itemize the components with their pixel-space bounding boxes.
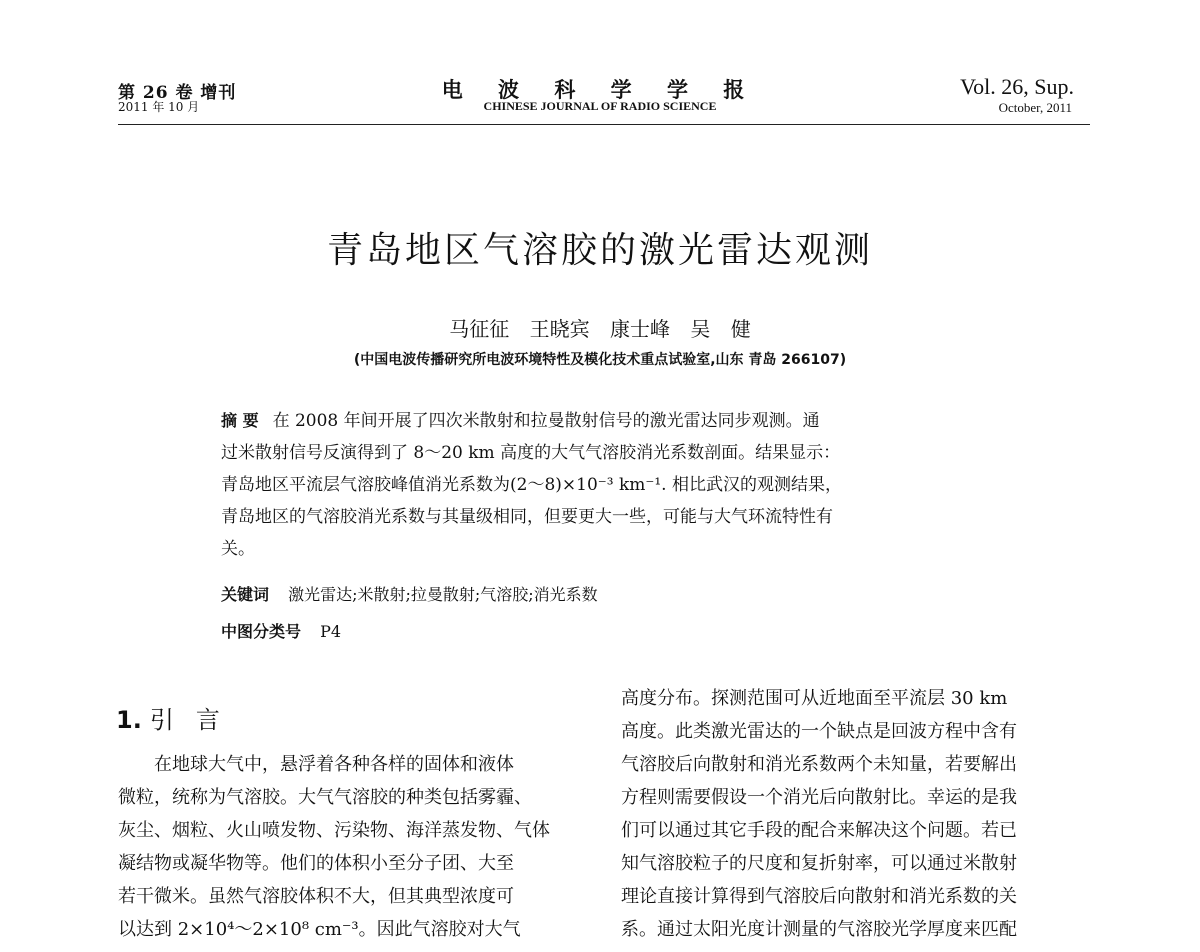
- body-left-line-4: 凝结物或凝华物等。他们的体积小至分子团、大至: [118, 853, 514, 874]
- body-right-line-2: 高度。此类激光雷达的一个缺点是回波方程中含有: [621, 721, 1017, 742]
- abstract: [221, 405, 991, 565]
- classification: [221, 619, 341, 642]
- section-heading: [116, 700, 242, 735]
- abstract-label: 摘 要: [221, 411, 259, 430]
- article-authors: 马征征 王晓宾 康士峰 吴 健: [449, 317, 751, 341]
- body-right-line-5: 们可以通过其它手段的配合来解决这个问题。若已: [621, 820, 1017, 841]
- body-left-line-3: 灰尘、烟粒、火山喷发物、污染物、海洋蒸发物、气体: [118, 820, 550, 841]
- body-column-right: [621, 682, 1091, 946]
- journal-name-en: CHINESE JOURNAL OF RADIO SCIENCE: [483, 99, 717, 113]
- body-left-line-2: 微粒，统称为气溶胶。大气气溶胶的种类包括雾霾、: [118, 787, 532, 808]
- body-left-line-5: 若干微米。虽然气溶胶体积不大，但其典型浓度可: [118, 886, 514, 907]
- abstract-line-4: 青岛地区的气溶胶消光系数与其量级相同，但要更大一些，可能与大气环流特性有: [221, 507, 833, 527]
- issue-date-en: October, 2011: [998, 100, 1072, 115]
- volume-issue: 第 26 卷 增刊: [118, 83, 237, 103]
- article-affiliation: (中国电波传播研究所电波环境特性及模化技术重点试验室,山东 青岛 266107): [353, 352, 847, 368]
- body-right-line-8: 系。通过太阳光度计测量的气溶胶光学厚度来匹配: [621, 919, 1017, 940]
- section-number: 1.: [116, 706, 142, 734]
- body-column-left: [118, 748, 588, 946]
- article-title: 青岛地区气溶胶的激光雷达观测: [326, 230, 873, 271]
- abstract-line-5: 关。: [221, 539, 255, 559]
- keywords: [221, 582, 598, 605]
- body-right-line-4: 方程则需要假设一个消光后向散射比。幸运的是我: [621, 787, 1017, 808]
- classification-label: 中图分类号: [221, 622, 302, 641]
- body-left-line-6: 以达到 2×10⁴～2×10⁸ cm⁻³。因此气溶胶对大气: [118, 919, 521, 940]
- classification-value: P4: [320, 622, 342, 641]
- abstract-line-2: 过米散射信号反演得到了 8～20 km 高度的大气气溶胶消光系数剖面。结果显示：: [221, 443, 841, 463]
- body-right-line-3: 气溶胶后向散射和消光系数两个未知量，若要解出: [621, 754, 1017, 775]
- body-right-line-7: 理论直接计算得到气溶胶后向散射和消光系数的关: [621, 886, 1017, 907]
- body-right-line-1: 高度分布。探测范围可从近地面至平流层 30 km: [621, 688, 1008, 709]
- abstract-text-1: 在 2008 年间开展了四次米散射和拉曼散射信号的激光雷达同步观测。通: [272, 411, 820, 431]
- abstract-line-1: [221, 405, 991, 437]
- issue-date-cn: 2011 年 10 月: [118, 100, 200, 114]
- body-right-line-6: 知气溶胶粒子的尺度和复折射率，可以通过米散射: [621, 853, 1017, 874]
- keywords-value: 激光雷达;米散射;拉曼散射;气溶胶;消光系数: [288, 585, 598, 604]
- section-title: 引言: [149, 706, 242, 734]
- header-rule: [118, 124, 1090, 125]
- volume-en: Vol. 26, Sup.: [960, 74, 1074, 99]
- abstract-line-3: 青岛地区平流层气溶胶峰值消光系数为(2～8)×10⁻³ km⁻¹. 相比武汉的观测结果，: [221, 475, 842, 495]
- journal-name-cn: 电 波 科 学 学 报: [441, 77, 759, 102]
- keywords-label: 关键词: [221, 585, 270, 604]
- body-left-line-1: 在地球大气中，悬浮着各种各样的固体和液体: [118, 754, 514, 775]
